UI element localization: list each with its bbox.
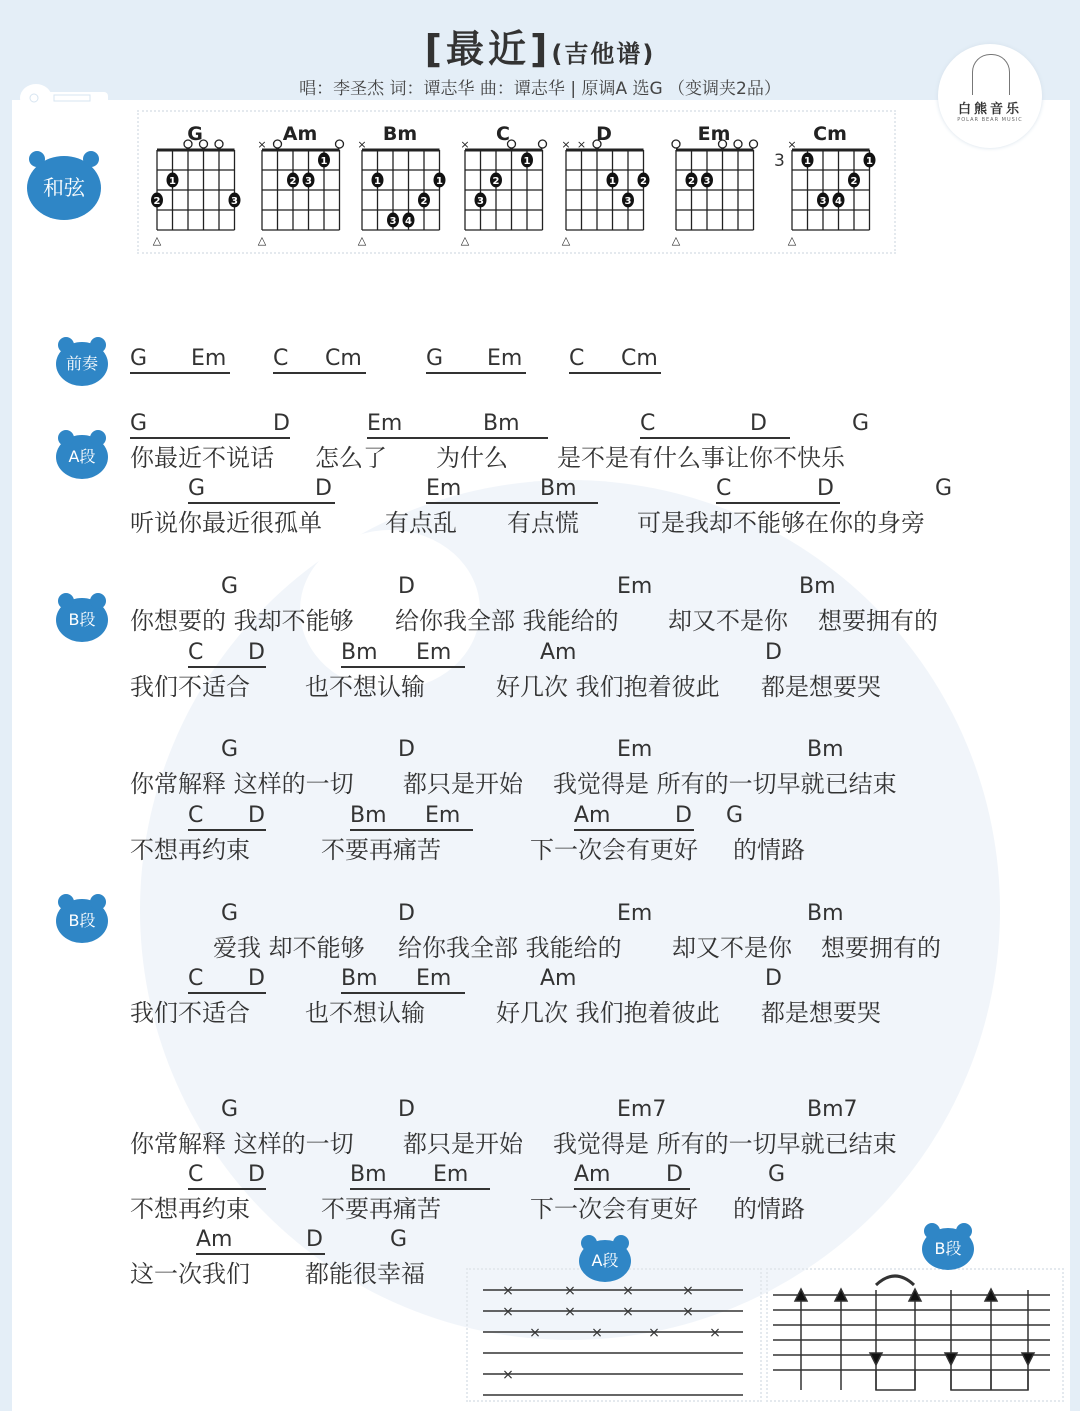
chord-diagram-cm — [774, 123, 876, 247]
lyric-text: 我们不适合 — [130, 673, 250, 701]
chord-label: Em — [617, 901, 653, 926]
chord-name: Em — [697, 123, 731, 145]
svg-text:×: × — [460, 138, 470, 151]
strum-x-icon: × — [682, 1304, 694, 1320]
svg-text:1: 1 — [609, 176, 616, 187]
strum-x-icon: × — [502, 1283, 514, 1299]
chord-label: D — [248, 966, 265, 991]
chord-label: G — [935, 476, 953, 501]
chord-underline — [569, 372, 661, 374]
chord-label: D — [750, 411, 767, 436]
strum-x-icon: × — [564, 1283, 576, 1299]
strum-x-icon: × — [648, 1325, 660, 1341]
chord-label: G — [221, 901, 239, 926]
chord-label: C — [273, 346, 289, 371]
chord-underline — [188, 829, 266, 831]
svg-text:3: 3 — [305, 176, 312, 187]
chord-name: Cm — [813, 123, 847, 145]
svg-text:2: 2 — [492, 176, 500, 187]
chord-label: Em — [416, 640, 452, 665]
chord-label: C — [188, 1162, 204, 1187]
root-marker-icon: △ — [671, 234, 681, 247]
lyric-text: 怎么了 — [315, 444, 387, 472]
svg-text:1: 1 — [436, 176, 443, 187]
chord-diagram-em — [672, 123, 758, 247]
section-tag-chords: 和弦 — [27, 156, 101, 220]
logo-english: POLAR BEAR MUSIC — [957, 117, 1023, 123]
chord-label: Em — [617, 737, 653, 762]
lyric-text: 为什么 — [436, 444, 508, 472]
chord-label: Bm — [350, 803, 387, 828]
section-tag-tab-a: A段 — [579, 1240, 631, 1282]
lyric-text: 这一次我们 — [130, 1260, 250, 1288]
strum-pattern-b — [770, 1265, 1055, 1405]
svg-text:3: 3 — [624, 196, 632, 207]
chord-name: D — [596, 123, 612, 145]
chord-label: C — [188, 803, 204, 828]
chord-label: G — [726, 803, 744, 828]
chord-underline — [341, 666, 465, 668]
svg-text:3: 3 — [477, 196, 484, 207]
svg-text:3: 3 — [231, 196, 238, 207]
chord-label: G — [221, 1097, 239, 1122]
song-title: [最近](吉他谱) — [424, 27, 656, 71]
lyric-text: 你常解释 这样的一切 — [130, 1130, 354, 1158]
logo-name: 白熊音乐 — [957, 102, 1022, 117]
lyric-text: 也不想认输 — [305, 673, 425, 701]
strum-pattern-a — [480, 1280, 750, 1400]
section-tag-tab-b: B段 — [922, 1228, 974, 1270]
chord-underline — [188, 992, 266, 994]
chord-underline — [273, 372, 366, 374]
chord-underline — [367, 437, 548, 439]
chord-label: Am — [540, 640, 577, 665]
lyric-text: 不要再痛苦 — [321, 836, 441, 864]
lyric-text: 都能很幸福 — [305, 1260, 425, 1288]
svg-text:2: 2 — [640, 176, 647, 187]
svg-text:2: 2 — [153, 196, 161, 207]
root-marker-icon: △ — [257, 234, 267, 247]
svg-text:2: 2 — [420, 196, 428, 207]
chord-label: Em — [367, 411, 403, 436]
chord-label: Am — [540, 966, 577, 991]
chord-label: C — [188, 640, 204, 665]
chord-underline — [130, 372, 230, 374]
chord-label: D — [817, 476, 834, 501]
root-marker-icon: △ — [561, 234, 571, 247]
lyric-text: 想要拥有的 — [818, 607, 938, 635]
chord-label: D — [248, 1162, 265, 1187]
lyric-text: 爱我 却不能够 — [213, 934, 365, 962]
chord-label: Em — [433, 1162, 469, 1187]
lyric-text: 给你我全部 我能给的 — [395, 607, 619, 635]
strum-down-arrow-icon — [870, 1353, 882, 1365]
chord-name: Am — [282, 123, 318, 145]
chord-label: Cm — [325, 346, 362, 371]
svg-text:3: 3 — [389, 216, 397, 227]
chord-underline — [196, 1253, 325, 1255]
strum-x-icon: × — [564, 1304, 576, 1320]
chord-label: Cm — [621, 346, 658, 371]
svg-text:1: 1 — [320, 156, 328, 167]
chord-label: D — [248, 640, 265, 665]
chord-label: Bm7 — [807, 1097, 858, 1122]
lyric-text: 不想再约束 — [130, 1195, 250, 1223]
strum-x-icon: × — [709, 1325, 721, 1341]
chord-label: G — [852, 411, 870, 436]
bear-icon — [972, 54, 1010, 95]
chord-label: Em — [425, 803, 461, 828]
chord-underline — [574, 829, 694, 831]
chord-label: D — [765, 640, 782, 665]
strum-down-arrow-icon — [945, 1353, 957, 1365]
section-tag-intro: 前奏 — [56, 342, 108, 386]
lyric-text: 不要再痛苦 — [321, 1195, 441, 1223]
lyric-text: 给你我全部 我能给的 — [398, 934, 622, 962]
lyric-text: 有点慌 — [507, 509, 579, 537]
section-tag-b: B段 — [56, 598, 108, 642]
chord-label: Am — [574, 1162, 611, 1187]
lyric-text: 你常解释 这样的一切 — [130, 770, 354, 798]
root-marker-icon: △ — [357, 234, 367, 247]
chord-underline — [716, 502, 840, 504]
strum-x-icon: × — [682, 1283, 694, 1299]
chord-underline — [188, 1188, 266, 1190]
root-marker-icon: △ — [787, 234, 797, 247]
chord-label: G — [130, 346, 148, 371]
lyric-text: 都只是开始 — [403, 770, 523, 798]
chord-label: D — [398, 901, 415, 926]
lyric-text: 下一次会有更好 — [530, 836, 698, 864]
strum-x-icon: × — [591, 1325, 603, 1341]
strum-x-icon: × — [502, 1367, 514, 1383]
lyric-text: 是不是有什么事让你不快乐 — [557, 444, 845, 472]
chord-underline — [188, 502, 335, 504]
chord-label: Em — [416, 966, 452, 991]
lyric-text: 你想要的 我却不能够 — [130, 607, 354, 635]
section-tag-a: A段 — [56, 435, 108, 479]
lyric-text: 却又不是你 — [672, 934, 792, 962]
chord-underline — [341, 992, 465, 994]
chord-label: Am — [574, 803, 611, 828]
svg-text:4: 4 — [835, 196, 842, 207]
chord-underline — [188, 666, 266, 668]
svg-text:1: 1 — [866, 156, 873, 167]
lyric-text: 的情路 — [733, 1195, 805, 1223]
lyric-text: 好几次 我们抱着彼此 — [496, 999, 720, 1027]
svg-text:×: × — [787, 138, 797, 151]
chord-diagram-am — [257, 123, 343, 247]
chord-label: D — [306, 1227, 323, 1252]
svg-text:1: 1 — [523, 156, 531, 167]
lyric-text: 有点乱 — [385, 509, 457, 537]
chord-label: G — [390, 1227, 408, 1252]
chord-label: Bm — [350, 1162, 387, 1187]
chord-label: G — [221, 737, 239, 762]
chord-label: Em — [487, 346, 523, 371]
strum-x-icon: × — [622, 1304, 634, 1320]
chord-label: G — [130, 411, 148, 436]
lyric-text: 都是想要哭 — [761, 673, 881, 701]
lyric-text: 可是我却不能够在你的身旁 — [637, 509, 925, 537]
chord-label: Bm — [799, 574, 836, 599]
song-credits: 唱：李圣杰 词：谭志华 曲：谭志华 | 原调A 选G （变调夹2品） — [299, 79, 781, 99]
chord-diagrams — [0, 110, 1080, 250]
svg-text:2: 2 — [688, 176, 695, 187]
chord-label: Em — [191, 346, 227, 371]
chord-diagram-d — [561, 123, 649, 247]
chord-label: Bm — [807, 737, 844, 762]
strum-x-icon: × — [529, 1325, 541, 1341]
chord-label: G — [426, 346, 444, 371]
strum-down-arrow-icon — [1022, 1353, 1034, 1365]
chord-label: D — [666, 1162, 683, 1187]
chord-label: D — [398, 574, 415, 599]
chord-label: Bm — [483, 411, 520, 436]
chord-label: D — [248, 803, 265, 828]
chord-label: D — [675, 803, 692, 828]
chord-underline — [640, 437, 790, 439]
svg-text:2: 2 — [850, 176, 858, 187]
svg-text:3: 3 — [703, 176, 711, 187]
lyric-text: 都只是开始 — [403, 1130, 523, 1158]
svg-text:4: 4 — [405, 216, 412, 227]
chord-label: C — [716, 476, 732, 501]
chord-underline — [350, 829, 473, 831]
svg-text:1: 1 — [374, 176, 381, 187]
lyric-text: 听说你最近很孤单 — [130, 509, 322, 537]
chord-underline — [130, 437, 290, 439]
lyric-text: 不想再约束 — [130, 836, 250, 864]
chord-label: D — [398, 737, 415, 762]
lyric-text: 也不想认输 — [305, 999, 425, 1027]
chord-underline — [426, 372, 526, 374]
root-marker-icon: △ — [460, 234, 470, 247]
chord-name: Bm — [382, 123, 418, 145]
svg-text:2: 2 — [289, 176, 297, 187]
svg-text:×: × — [561, 138, 571, 151]
strum-x-icon: × — [502, 1304, 514, 1320]
chord-underline — [350, 1188, 490, 1190]
chord-underline — [574, 1188, 690, 1190]
lyric-text: 却又不是你 — [668, 607, 788, 635]
chord-label: G — [188, 476, 206, 501]
lyric-text: 我觉得是 所有的一切早就已结束 — [553, 770, 897, 798]
lyric-text: 我觉得是 所有的一切早就已结束 — [553, 1130, 897, 1158]
chord-label: Em — [426, 476, 462, 501]
chord-label: C — [569, 346, 585, 371]
chord-label: D — [398, 1097, 415, 1122]
chord-label: G — [221, 574, 239, 599]
chord-label: G — [768, 1162, 786, 1187]
chord-name: G — [187, 123, 203, 145]
chord-label: Bm — [807, 901, 844, 926]
lyric-text: 想要拥有的 — [821, 934, 941, 962]
lyric-text: 都是想要哭 — [761, 999, 881, 1027]
svg-text:1: 1 — [804, 156, 811, 167]
svg-text:×: × — [357, 138, 367, 151]
fret-label: 3 — [774, 151, 785, 171]
chord-label: C — [188, 966, 204, 991]
lyric-text: 下一次会有更好 — [530, 1195, 698, 1223]
chord-label: D — [765, 966, 782, 991]
lyric-text: 好几次 我们抱着彼此 — [496, 673, 720, 701]
section-tag-b2: B段 — [56, 899, 108, 943]
svg-text:×: × — [576, 138, 587, 151]
chord-label: Bm — [341, 966, 378, 991]
chord-name: C — [496, 123, 510, 145]
chord-label: Am — [196, 1227, 233, 1252]
chord-diagram-c — [460, 123, 546, 247]
chord-diagram-g — [151, 123, 241, 247]
svg-text:×: × — [257, 138, 267, 151]
svg-text:3: 3 — [819, 196, 827, 207]
chord-label: Bm — [540, 476, 577, 501]
chord-label: Bm — [341, 640, 378, 665]
chord-label: Em — [617, 574, 653, 599]
root-marker-icon: △ — [152, 234, 162, 247]
chord-label: D — [315, 476, 332, 501]
svg-text:1: 1 — [169, 176, 176, 187]
lyric-text: 的情路 — [733, 836, 805, 864]
chord-underline — [426, 502, 598, 504]
chord-label: D — [273, 411, 290, 436]
strum-x-icon: × — [622, 1283, 634, 1299]
chord-label: C — [640, 411, 656, 436]
lyric-text: 你最近不说话 — [130, 444, 274, 472]
chord-label: Em7 — [617, 1097, 667, 1122]
lyric-text: 我们不适合 — [130, 999, 250, 1027]
chord-diagram-bm — [357, 123, 445, 247]
